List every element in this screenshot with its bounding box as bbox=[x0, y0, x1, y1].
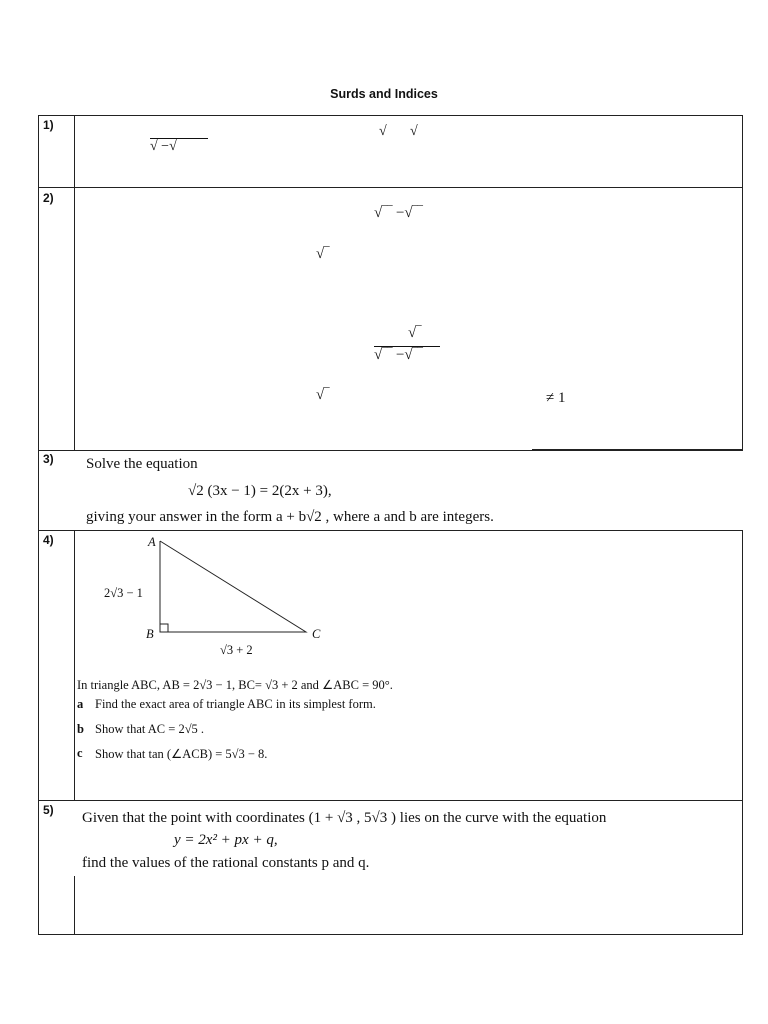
question-text: Solve the equation bbox=[86, 456, 198, 472]
surd-fragment: √ bbox=[410, 124, 418, 139]
equation: y = 2x² + px + q, bbox=[174, 832, 278, 848]
surd-fragment: √‾ bbox=[316, 246, 330, 262]
surd-fragment: √ bbox=[379, 124, 387, 139]
question-number: 4) bbox=[43, 533, 54, 547]
question-text: find the values of the rational constants p and q. bbox=[82, 855, 370, 871]
surd-fragment: √‾ bbox=[316, 387, 330, 403]
part-label: b bbox=[77, 722, 84, 736]
right-angle-marker bbox=[160, 624, 168, 632]
vertex-label: B bbox=[146, 627, 154, 641]
question-number: 2) bbox=[43, 191, 54, 205]
part-text: Show that tan (∠ACB) = 5√3 − 8. bbox=[95, 747, 268, 761]
fraction-denominator: √‾‾ −√‾‾ bbox=[374, 347, 423, 363]
side-label: 2√3 − 1 bbox=[104, 586, 143, 600]
question-number: 3) bbox=[43, 452, 54, 466]
equation: √2 (3x − 1) = 2(2x + 3), bbox=[188, 483, 332, 499]
surd-fragment: √ −√ bbox=[150, 138, 208, 155]
question-text: giving your answer in the form a + b√2 , where a and b are integers. bbox=[86, 509, 494, 525]
part-text: Find the exact area of triangle ABC in its simplest form. bbox=[95, 697, 376, 711]
fraction-numerator: √‾ bbox=[408, 325, 422, 341]
page-title: Surds and Indices bbox=[330, 87, 438, 101]
vertex-label: C bbox=[312, 627, 321, 641]
side-label: √3 + 2 bbox=[220, 643, 253, 657]
question-number: 5) bbox=[43, 803, 54, 817]
question-text: In triangle ABC, AB = 2√3 − 1, BC= √3 + 2 and ∠ABC = 90°. bbox=[77, 678, 393, 692]
question-text: Given that the point with coordinates (1 + √3 , 5√3 ) lies on the curve with the equation bbox=[82, 810, 607, 826]
part-label: c bbox=[77, 746, 83, 760]
surd-difference: √‾‾ −√‾‾ bbox=[374, 205, 423, 221]
question-number: 1) bbox=[43, 118, 54, 132]
part-text: Show that AC = 2√5 . bbox=[95, 722, 205, 736]
vertex-label: A bbox=[148, 535, 156, 549]
inequality-fragment: ≠ 1 bbox=[546, 390, 566, 406]
part-label: a bbox=[77, 697, 84, 711]
